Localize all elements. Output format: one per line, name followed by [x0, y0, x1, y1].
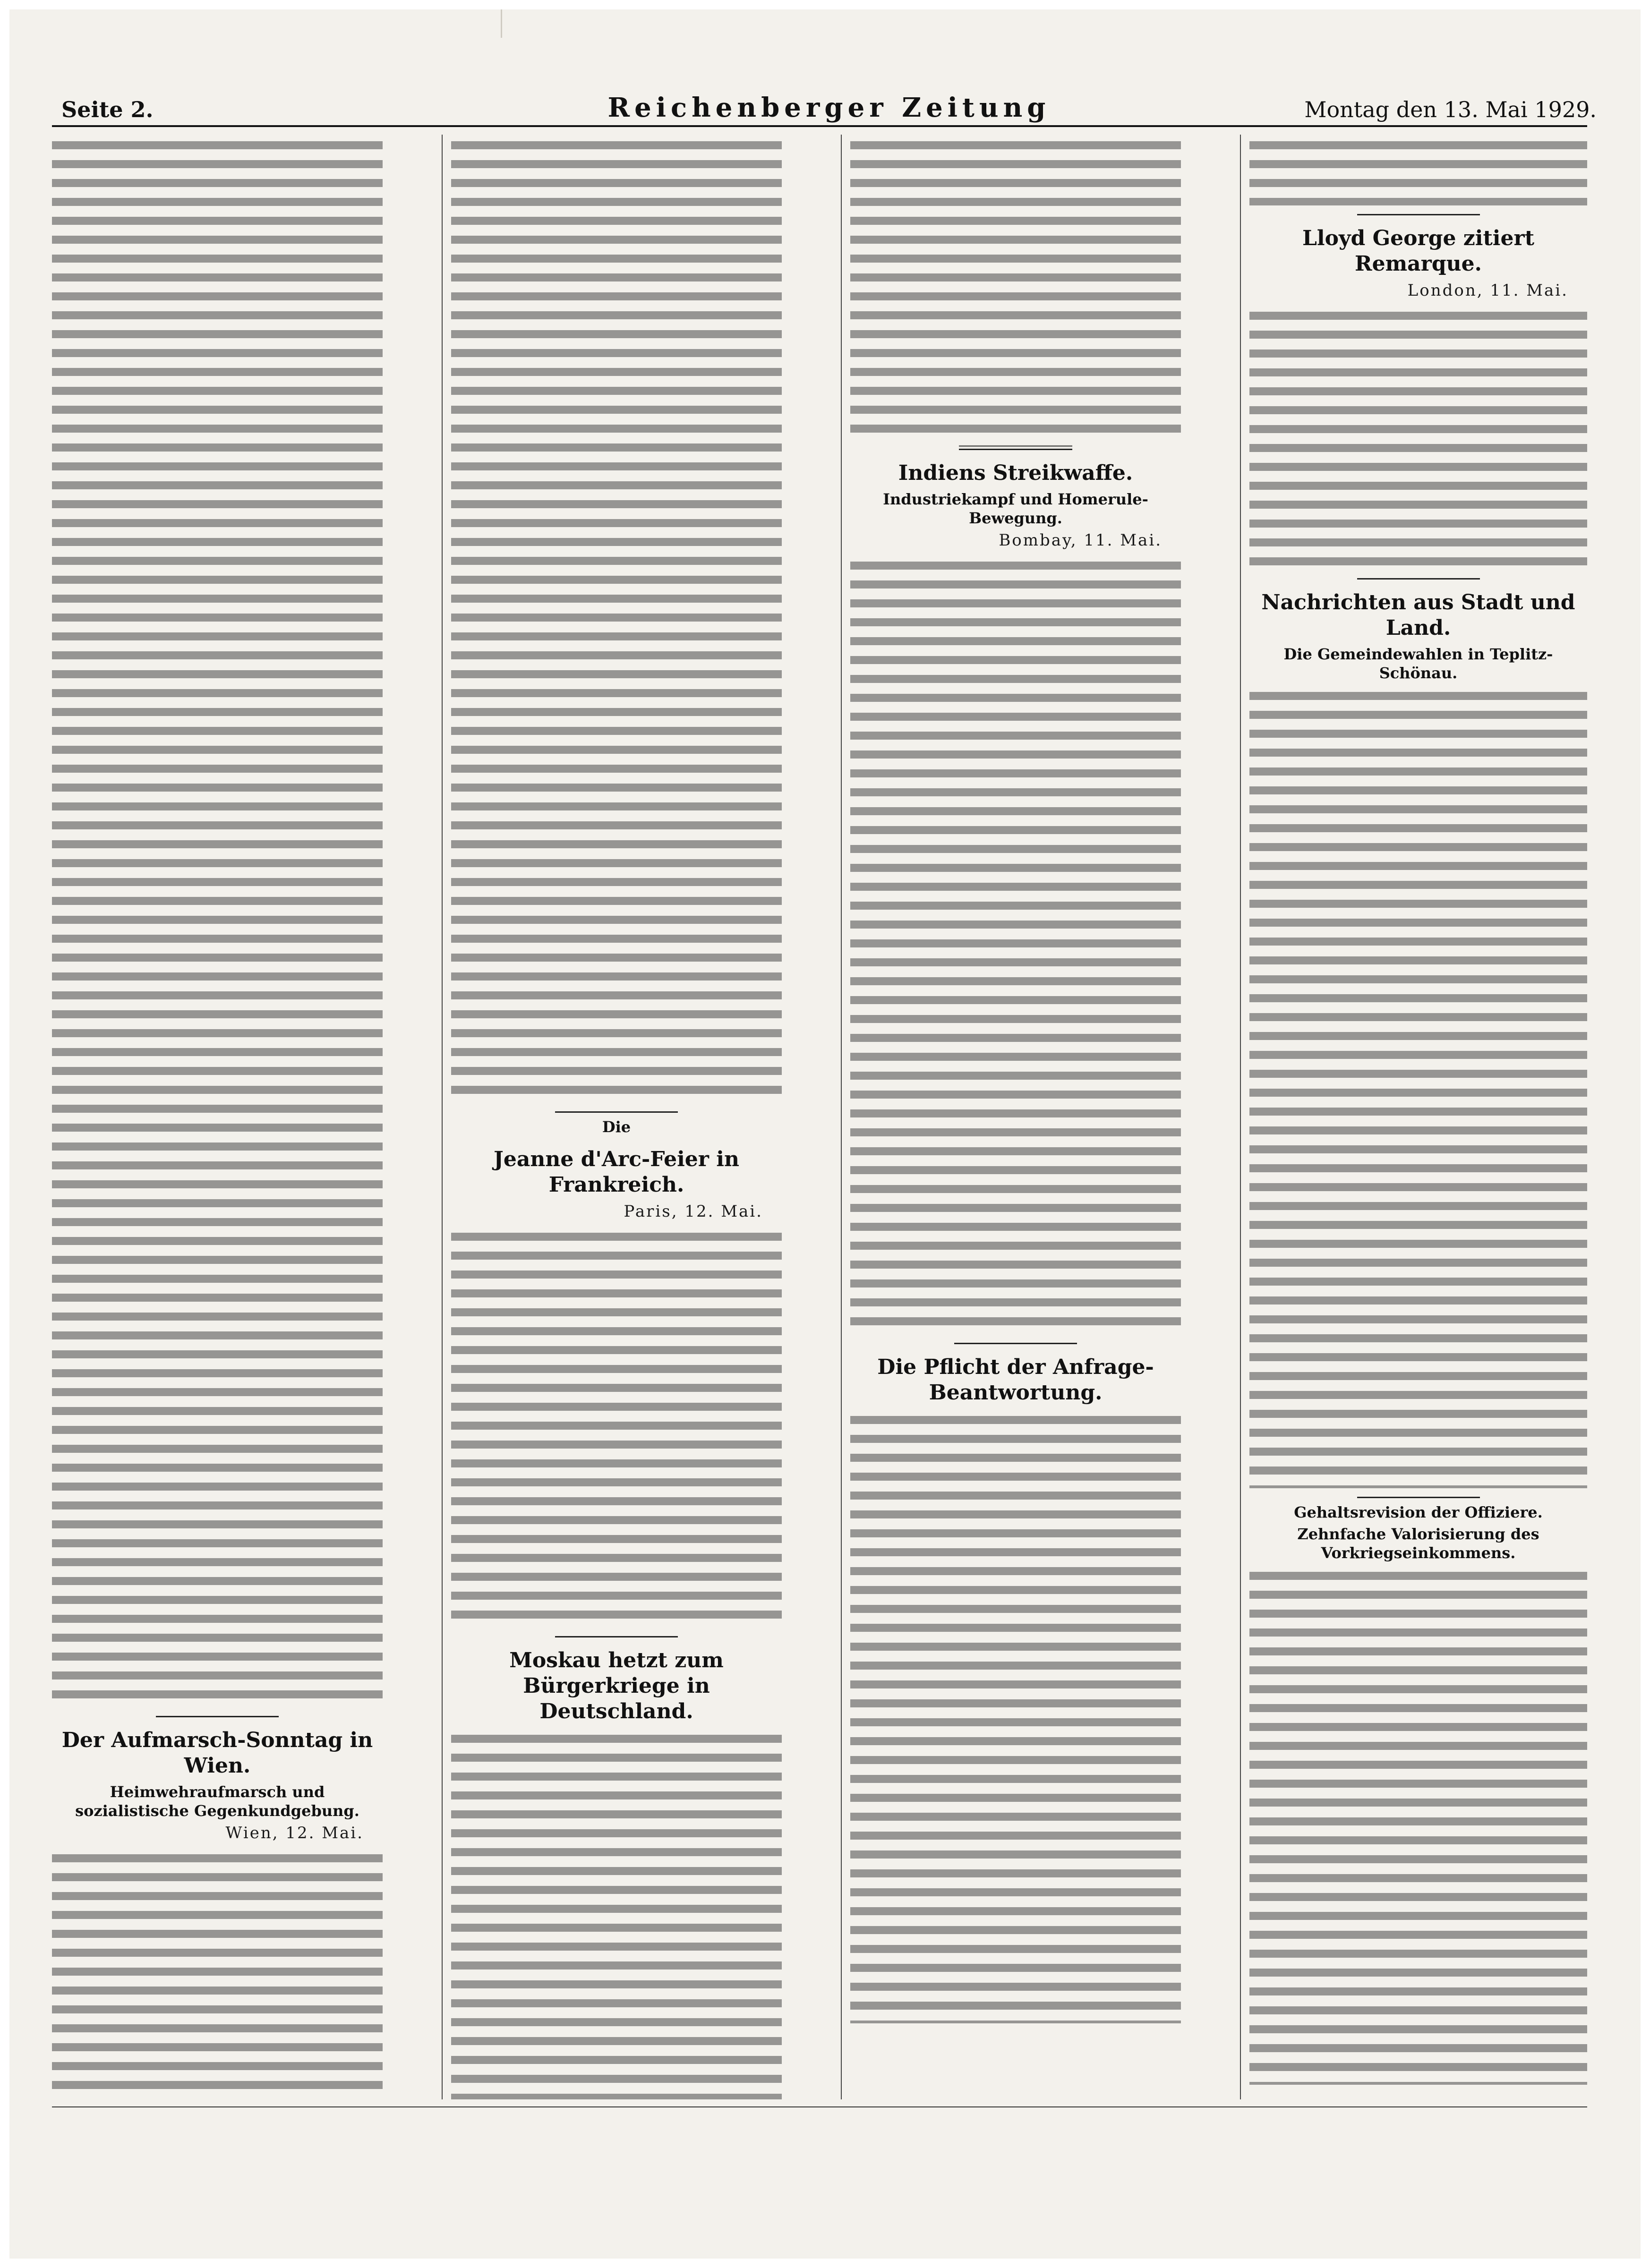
article-body-offiziere — [1249, 1565, 1587, 2085]
article-subtitle-offiziere: Zehnfache Valorisierung des Vorkriegseinkommens. — [1297, 1525, 1539, 1562]
article-body-text — [1249, 305, 1587, 570]
article-body-text — [52, 135, 383, 1707]
article-separator — [1357, 1497, 1480, 1498]
article-body-text — [850, 135, 1181, 437]
article-body-moskau — [451, 1728, 782, 2099]
column-2 — [451, 135, 782, 2099]
page-header — [61, 92, 1597, 130]
article-body-text — [1249, 1565, 1587, 2085]
article-continuation-wien — [451, 135, 782, 1103]
article-headline-moskau: Moskau hetzt zum Bürgerkriege in Deutschland. — [509, 1648, 724, 1723]
article-separator — [555, 1636, 678, 1637]
column-rule — [1240, 135, 1241, 2099]
column-3 — [850, 135, 1181, 2099]
article-dateline-lloyd: London, 11. Mai. — [1407, 281, 1568, 300]
article-body-wien — [52, 1848, 383, 2099]
article-headline-jeanne: Jeanne d'Arc-Feier in Frankreich. — [494, 1147, 739, 1197]
article-body-text — [850, 1409, 1181, 2023]
article-separator — [156, 1716, 279, 1717]
footer-rule — [52, 2106, 1587, 2107]
column-1 — [52, 135, 383, 2099]
article-body-text — [1249, 135, 1587, 205]
column-rule — [442, 135, 443, 2099]
article-separator — [954, 1343, 1077, 1344]
issue-date: Montag den 13. Mai 1929. — [1304, 97, 1597, 122]
article-continuation-moskau — [850, 135, 1181, 437]
article-headline-wien: Der Aufmarsch-Sonntag in Wien. — [61, 1728, 373, 1778]
article-body-text — [451, 135, 782, 1103]
header-rule — [52, 125, 1587, 127]
article-headline-indien: Indiens Streikwaffe. — [898, 461, 1133, 485]
article-dateline-indien: Bombay, 11. Mai. — [999, 531, 1162, 550]
article-body-anfrage — [850, 1409, 1181, 2023]
article-body-jeanne — [451, 1226, 782, 1628]
masthead: Reichenberger Zeitung — [607, 92, 1051, 123]
article-separator — [959, 445, 1072, 450]
column-4 — [1249, 135, 1587, 2099]
page-number: Seite 2. — [61, 97, 154, 122]
article-dateline-wien: Wien, 12. Mai. — [225, 1824, 364, 1842]
page-crease — [501, 9, 502, 38]
article-body-wahlen — [1249, 685, 1587, 1488]
column-rule — [841, 135, 842, 2099]
article-headline-anfrage: Die Pflicht der Anfrage-Beantwortung. — [877, 1355, 1154, 1405]
article-subtitle-wahlen: Die Gemeindewahlen in Teplitz-Schönau. — [1283, 645, 1553, 682]
article-body-text — [451, 1728, 782, 2099]
article-subtitle-wien: Heimwehraufmarsch und sozialistische Gegenkundgebung. — [75, 1783, 359, 1820]
article-continuation-anfrage — [1249, 135, 1587, 205]
section-headline-nachrichten: Nachrichten aus Stadt und Land. — [1261, 590, 1575, 640]
article-body-indien — [850, 555, 1181, 1334]
article-kicker-jeanne: Die — [602, 1118, 631, 1136]
article-headline-lloyd: Lloyd George zitiert Remarque. — [1302, 226, 1535, 276]
article-body-text — [1249, 685, 1587, 1488]
article-body-text — [52, 1848, 383, 2099]
article-headline-offiziere: Gehaltsrevision der Offiziere. — [1294, 1503, 1543, 1521]
article-separator — [1357, 214, 1480, 215]
article-continuation-paris — [52, 135, 383, 1707]
article-body-lloyd — [1249, 305, 1587, 570]
article-body-text — [451, 1226, 782, 1628]
article-separator — [555, 1111, 678, 1113]
article-separator — [1357, 578, 1480, 580]
article-body-text — [850, 555, 1181, 1334]
article-subtitle-indien: Industriekampf und Homerule-Bewegung. — [883, 490, 1148, 527]
article-dateline-jeanne: Paris, 12. Mai. — [624, 1202, 763, 1221]
